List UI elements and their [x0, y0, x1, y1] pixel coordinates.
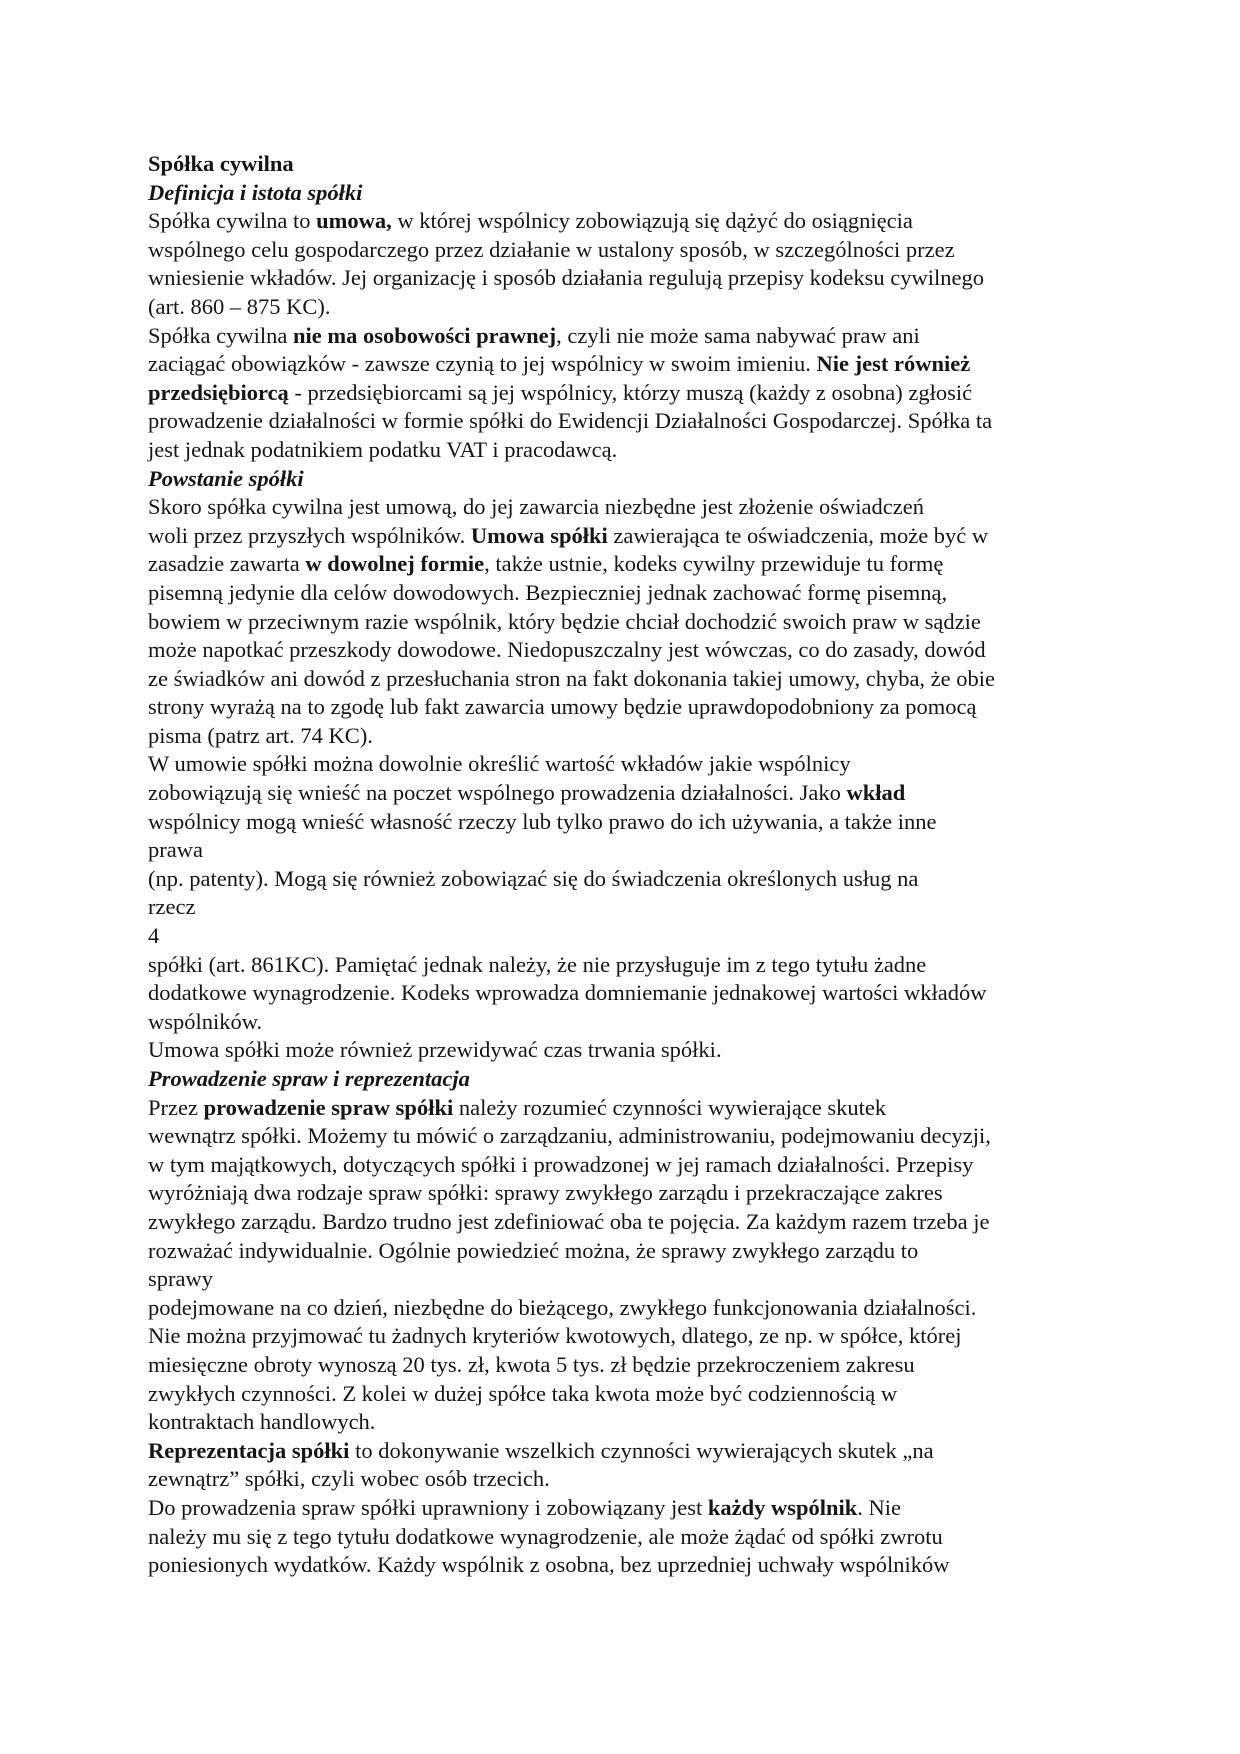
text-span: zobowiązują się wnieść na poczet wspólnego prowadzenia działalności. Jako	[148, 780, 847, 806]
bold-term: umowa,	[316, 208, 392, 234]
text-line: rozważać indywidualnie. Ogólnie powiedzieć można, że sprawy zwykłego zarządu to	[148, 1237, 919, 1263]
bold-term: w dowolnej formie	[305, 551, 485, 577]
text-line	[148, 522, 1108, 551]
text-line: pisma (patrz art. 74 KC).	[148, 722, 373, 748]
text-line	[148, 779, 1108, 808]
text-span: zasadzie zawarta	[148, 551, 306, 577]
section-heading-management: Prowadzenie spraw i reprezentacja	[148, 1066, 470, 1091]
text-line: wniesienie wkładów. Jej organizację i sposób działania regulują przepisy kodeksu cywilnego	[148, 265, 985, 291]
text-span: , także ustnie, kodeks cywilny przewiduje tu formę	[484, 551, 944, 577]
text-line	[148, 379, 1108, 408]
text-line: zewnątrz” spółki, czyli wobec osób trzecich.	[148, 1466, 550, 1492]
text-line: kontraktach handlowych.	[148, 1409, 376, 1435]
text-line: Umowa spółki może również przewidywać czas trwania spółki.	[148, 1037, 722, 1063]
bold-term: Umowa spółki	[470, 522, 608, 548]
bold-term: każdy wspólnik	[707, 1494, 858, 1520]
text-line	[148, 1094, 1108, 1123]
text-line: zwykłego zarządu. Bardzo trudno jest zdefiniować oba te pojęcia. Za każdym razem trzeba je	[148, 1208, 990, 1234]
text-line: wewnątrz spółki. Możemy tu mówić o zarządzaniu, administrowaniu, podejmowaniu decyzji,	[148, 1123, 991, 1149]
text-line: Nie można przyjmować tu żadnych kryteriów kwotowych, dlatego, ze np. w spółce, której	[148, 1323, 962, 1349]
text-span: woli przez przyszłych wspólników.	[148, 522, 471, 548]
text-line: prawa	[148, 837, 203, 863]
text-line: strony wyrażą na to zgodę lub fakt zawarcia umowy będzie uprawdopodobniony za pomocą	[148, 694, 977, 720]
text-line: pisemną jedynie dla celów dowodowych. Bezpieczniej jednak zachować formę pisemną,	[148, 579, 948, 605]
bold-term: prowadzenie spraw spółki	[203, 1094, 454, 1120]
text-span: Spółka cywilna	[148, 322, 293, 348]
text-line	[148, 350, 1108, 379]
text-line: bowiem w przeciwnym razie wspólnik, który będzie chciał dochodzić swoich praw w sądzie	[148, 608, 981, 634]
text-line: ze świadków ani dowód z przesłuchania stron na fakt dokonania takiej umowy, chyba, że obie	[148, 665, 996, 691]
text-span: zawierająca te oświadczenia, może być w	[607, 522, 989, 548]
bold-term: Nie jest również	[816, 351, 971, 377]
text-line: wspólnego celu gospodarczego przez działanie w ustalony sposób, w szczególności przez	[148, 236, 955, 262]
text-span: - przedsiębiorcami są jej wspólnicy, którzy muszą (każdy z osobna) zgłosić	[288, 379, 973, 405]
bold-term: przedsiębiorcą	[148, 379, 289, 405]
text-line: rzecz	[148, 894, 196, 920]
text-span: . Nie	[857, 1494, 902, 1520]
text-line: wyróżniają dwa rodzaje spraw spółki: sprawy zwykłego zarządu i przekraczające zakres	[148, 1180, 943, 1206]
text-line: (art. 860 – 875 KC).	[148, 293, 331, 319]
text-line	[148, 322, 1108, 351]
text-line: należy mu się z tego tytułu dodatkowe wynagrodzenie, ale może żądać od spółki zwrotu	[148, 1523, 943, 1549]
text-line: prowadzenie działalności w formie spółki do Ewidencji Działalności Gospodarczej. Spółka ta	[148, 408, 993, 434]
text-line: jest jednak podatnikiem podatku VAT i pracodawcą.	[148, 436, 618, 462]
text-line: zwykłych czynności. Z kolei w dużej spółce taka kwota może być codziennością w	[148, 1380, 898, 1406]
text-line: W umowie spółki można dowolnie określić wartość wkładów jakie wspólnicy	[148, 751, 851, 777]
document-title: Spółka cywilna	[148, 151, 294, 176]
text-line: wspólników.	[148, 1008, 263, 1034]
page-number: 4	[148, 923, 160, 949]
text-line: podejmowane na co dzień, niezbędne do bieżącego, zwykłego funkcjonowania działalności.	[148, 1294, 977, 1320]
text-line: miesięczne obroty wynoszą 20 tys. zł, kwota 5 tys. zł będzie przekroczeniem zakresu	[148, 1351, 915, 1377]
text-span: Spółka cywilna to	[148, 208, 317, 234]
text-line: może napotkać przeszkody dowodowe. Niedopuszczalny jest wówczas, co do zasady, dowód	[148, 637, 986, 663]
document-page	[148, 150, 1108, 1580]
bold-term: Reprezentacja spółki	[148, 1437, 350, 1463]
text-line: dodatkowe wynagrodzenie. Kodeks wprowadza domniemanie jednakowej wartości wkładów	[148, 980, 987, 1006]
bold-term: nie ma osobowości prawnej	[292, 322, 557, 348]
text-line: poniesionych wydatków. Każdy wspólnik z osobna, bez uprzedniej uchwały wspólników	[148, 1552, 950, 1578]
text-line	[148, 207, 1108, 236]
text-span: Do prowadzenia spraw spółki uprawniony i zobowiązany jest	[148, 1494, 708, 1520]
text-line	[148, 1494, 1108, 1523]
text-line: spółki (art. 861KC). Pamiętać jednak należy, że nie przysługuje im z tego tytułu żadne	[148, 951, 927, 977]
text-line: w tym majątkowych, dotyczących spółki i prowadzonej w jej ramach działalności. Przepisy	[148, 1151, 974, 1177]
bold-term: wkład	[846, 780, 906, 806]
text-line: (np. patenty). Mogą się również zobowiązać się do świadczenia określonych usług na	[148, 865, 919, 891]
text-line	[148, 550, 1108, 579]
section-heading-formation: Powstanie spółki	[148, 465, 304, 491]
text-span: w której wspólnicy zobowiązują się dążyć do osiągnięcia	[391, 208, 913, 234]
section-heading-definition: Definicja i istota spółki	[148, 179, 363, 205]
text-span: , czyli nie może sama nabywać praw ani	[556, 322, 920, 348]
text-span: należy rozumieć czynności wywierające skutek	[453, 1094, 887, 1120]
text-line	[148, 1437, 1108, 1466]
text-line: wspólnicy mogą wnieść własność rzeczy lub tylko prawo do ich używania, a także inne	[148, 808, 937, 834]
text-line: Skoro spółka cywilna jest umową, do jej zawarcia niezbędne jest złożenie oświadczeń	[148, 494, 924, 520]
text-line: sprawy	[148, 1266, 213, 1292]
text-span: zaciągać obowiązków - zawsze czynią to jej wspólnicy w swoim imieniu.	[148, 351, 817, 377]
text-span: to dokonywanie wszelkich czynności wywierających skutek „na	[349, 1437, 934, 1463]
text-span: Przez	[148, 1094, 204, 1120]
